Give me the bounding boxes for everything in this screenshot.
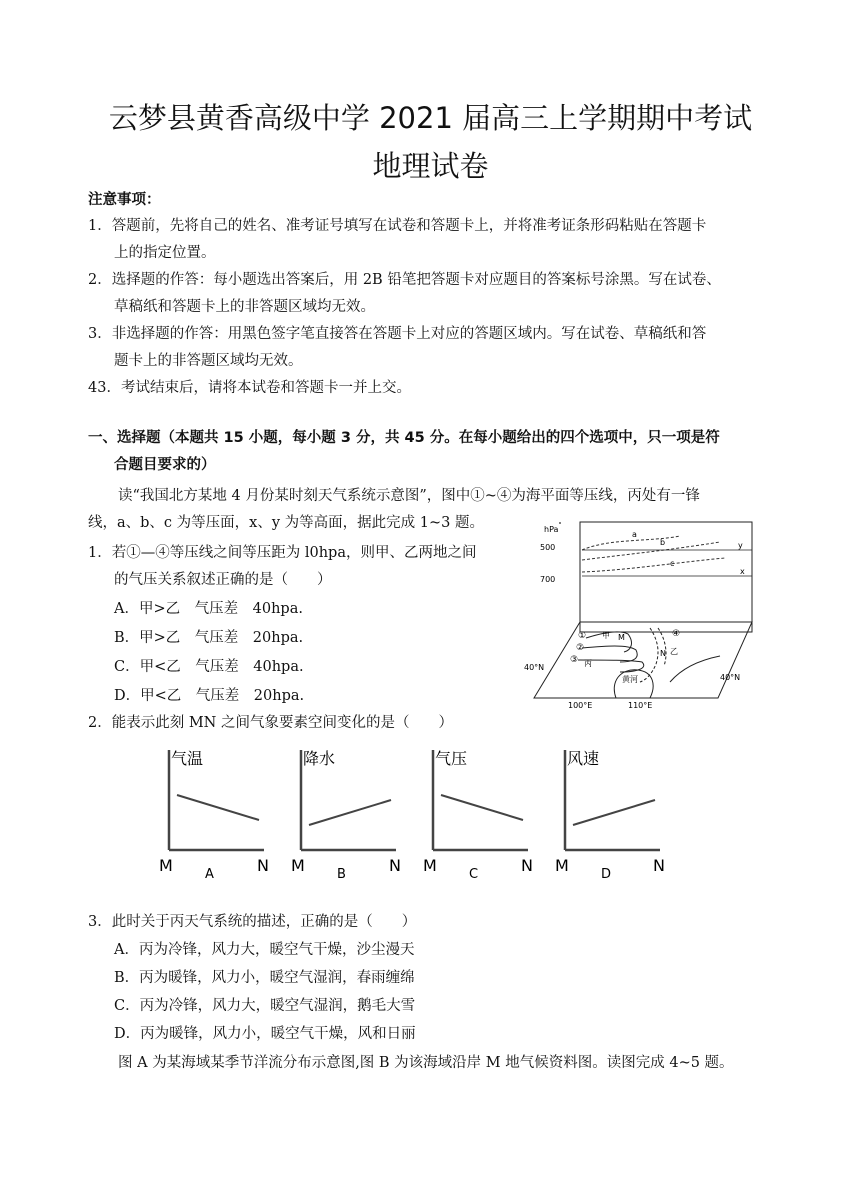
label-lon-110: 110°E: [628, 701, 653, 710]
mini-chart-n-label: N: [653, 856, 665, 875]
isobaric-surface-c: [582, 558, 725, 572]
mini-chart-label: 风速: [567, 749, 600, 768]
mini-chart-m-label: M: [159, 856, 173, 875]
mini-chart-label: 降水: [303, 749, 336, 768]
label-c: c: [670, 559, 675, 568]
fig-700-label: 700: [540, 575, 556, 584]
section1-heading-a: 一、选择题（本题共 15 小题，每小题 3 分，共 45 分。在每小题给出的四个选项中，只一项是符: [88, 430, 720, 446]
label-jia: 甲: [602, 631, 610, 640]
q1-option-d: D．甲<乙 气压差 20hpa.: [114, 688, 305, 704]
mini-chart-m-label: M: [291, 856, 305, 875]
intro-line1: 读“我国北方某地 4 月份某时刻天气系统示意图”，图中①~④为海平面等压线，丙处有一锋: [118, 488, 700, 504]
mini-chart-trend-line: [177, 795, 259, 820]
fig-500-label: 500: [540, 543, 556, 552]
mini-chart-option-letter: A: [205, 867, 214, 882]
label-bing: 丙: [584, 659, 592, 668]
label-y: y: [738, 541, 743, 550]
isobar-label-1: ①: [578, 631, 587, 641]
weather-system-figure: [520, 520, 772, 710]
mini-chart-option-letter: D: [601, 867, 612, 882]
isobar-label-4: ④: [672, 629, 681, 639]
mini-chart-n-label: N: [257, 856, 269, 875]
q1-option-b: B．甲>乙 气压差 20hpa.: [114, 630, 304, 646]
note-1b: 上的指定位置。: [114, 245, 216, 261]
label-n: N: [660, 649, 666, 658]
intro-line2: 线，a、b、c 为等压面，x、y 为等高面，据此完成 1~3 题。: [88, 515, 484, 531]
label-x: x: [740, 567, 745, 576]
isobar-6: [670, 656, 720, 682]
mini-chart-option-letter: B: [337, 867, 346, 882]
note-2a: 2．选择题的作答：每小题选出答案后，用 2B 铅笔把答题卡对应题目的答案标号涂黑。写在试卷、: [88, 272, 721, 288]
mini-chart-label: 气温: [171, 749, 204, 768]
label-a: a: [632, 530, 637, 539]
mini-chart-trend-line: [573, 800, 655, 825]
q1-stem-a: 1．若①—④等压线之间等压距为 l0hpa，则甲、乙两地之间: [88, 545, 477, 561]
q3-option-d: D．丙为暖锋，风力小，暖空气干燥，风和日丽: [114, 1026, 416, 1042]
mini-chart-trend-line: [309, 800, 391, 825]
note-3b: 题卡上的非答题区域均无效。: [114, 353, 303, 369]
isobar-5: [658, 628, 666, 666]
q3-option-a: A．丙为冷锋，风力大，暖空气干燥，沙尘漫天: [114, 942, 415, 958]
mini-chart-trend-line: [441, 795, 523, 820]
note-2b: 草稿纸和答题卡上的非答题区域均无效。: [114, 299, 375, 315]
isobar-4: [640, 628, 658, 682]
label-lat-left: 40°N: [524, 663, 545, 672]
mini-chart-m-label: M: [555, 856, 569, 875]
isobaric-surface-b: [582, 542, 720, 560]
isobar-label-2: ②: [576, 643, 585, 653]
q3-option-b: B．丙为暖锋，风力小，暖空气湿润，春雨缠绵: [114, 970, 415, 986]
note-4: 43．考试结束后，请将本试卷和答题卡一并上交。: [88, 380, 411, 396]
note-1a: 1．答题前，先将自己的姓名、准考证号填写在试卷和答题卡上，并将准考证条形码粘贴在答题卡: [88, 218, 707, 234]
mini-charts-group: [155, 740, 715, 890]
outro-text: 图 A 为某海域某季节洋流分布示意图,图 B 为该海域沿岸 M 地气候资料图。读图完成 4~5 题。: [118, 1055, 734, 1071]
label-m: M: [618, 633, 625, 642]
label-lon-100: 100°E: [568, 701, 593, 710]
mini-chart-option-letter: C: [469, 867, 479, 882]
mini-chart-label: 气压: [435, 749, 468, 768]
fig-ground-plane: [534, 622, 752, 698]
isobaric-surface-a: [582, 536, 680, 550]
q1-option-a: A．甲>乙 气压差 40hpa.: [114, 601, 303, 617]
exam-title-line1: 云梦县黄香高级中学 2021 届高三上学期期中考试: [108, 101, 753, 135]
q1-stem-b: 的气压关系叙述正确的是（ ）: [114, 572, 332, 588]
mini-chart-n-label: N: [521, 856, 533, 875]
exam-title-line2: 地理试卷: [372, 149, 489, 183]
label-yi: 乙: [670, 647, 678, 656]
label-b: b: [660, 538, 666, 547]
section1-heading-b: 合题目要求的）: [114, 457, 216, 473]
q3-stem: 3．此时关于丙天气系统的描述，正确的是（ ）: [88, 914, 417, 930]
label-lat-right: 40°N: [720, 673, 741, 682]
isobar-label-3: ③: [570, 655, 579, 665]
note-3a: 3．非选择题的作答：用黑色签字笔直接答在答题卡上对应的答题区域内。写在试卷、草稿纸和答: [88, 326, 707, 342]
notes-heading: 注意事项：: [88, 192, 161, 208]
q2-stem: 2．能表示此刻 MN 之间气象要素空间变化的是（ ）: [88, 715, 453, 731]
fig-hpa-label: hPa: [544, 525, 559, 534]
q1-option-c: C．甲<乙 气压差 40hpa.: [114, 659, 304, 675]
q3-option-c: C．丙为冷锋，风力大，暖空气湿润，鹅毛大雪: [114, 998, 416, 1014]
mini-chart-m-label: M: [423, 856, 437, 875]
label-river: 黄河: [622, 675, 638, 684]
mini-chart-n-label: N: [389, 856, 401, 875]
